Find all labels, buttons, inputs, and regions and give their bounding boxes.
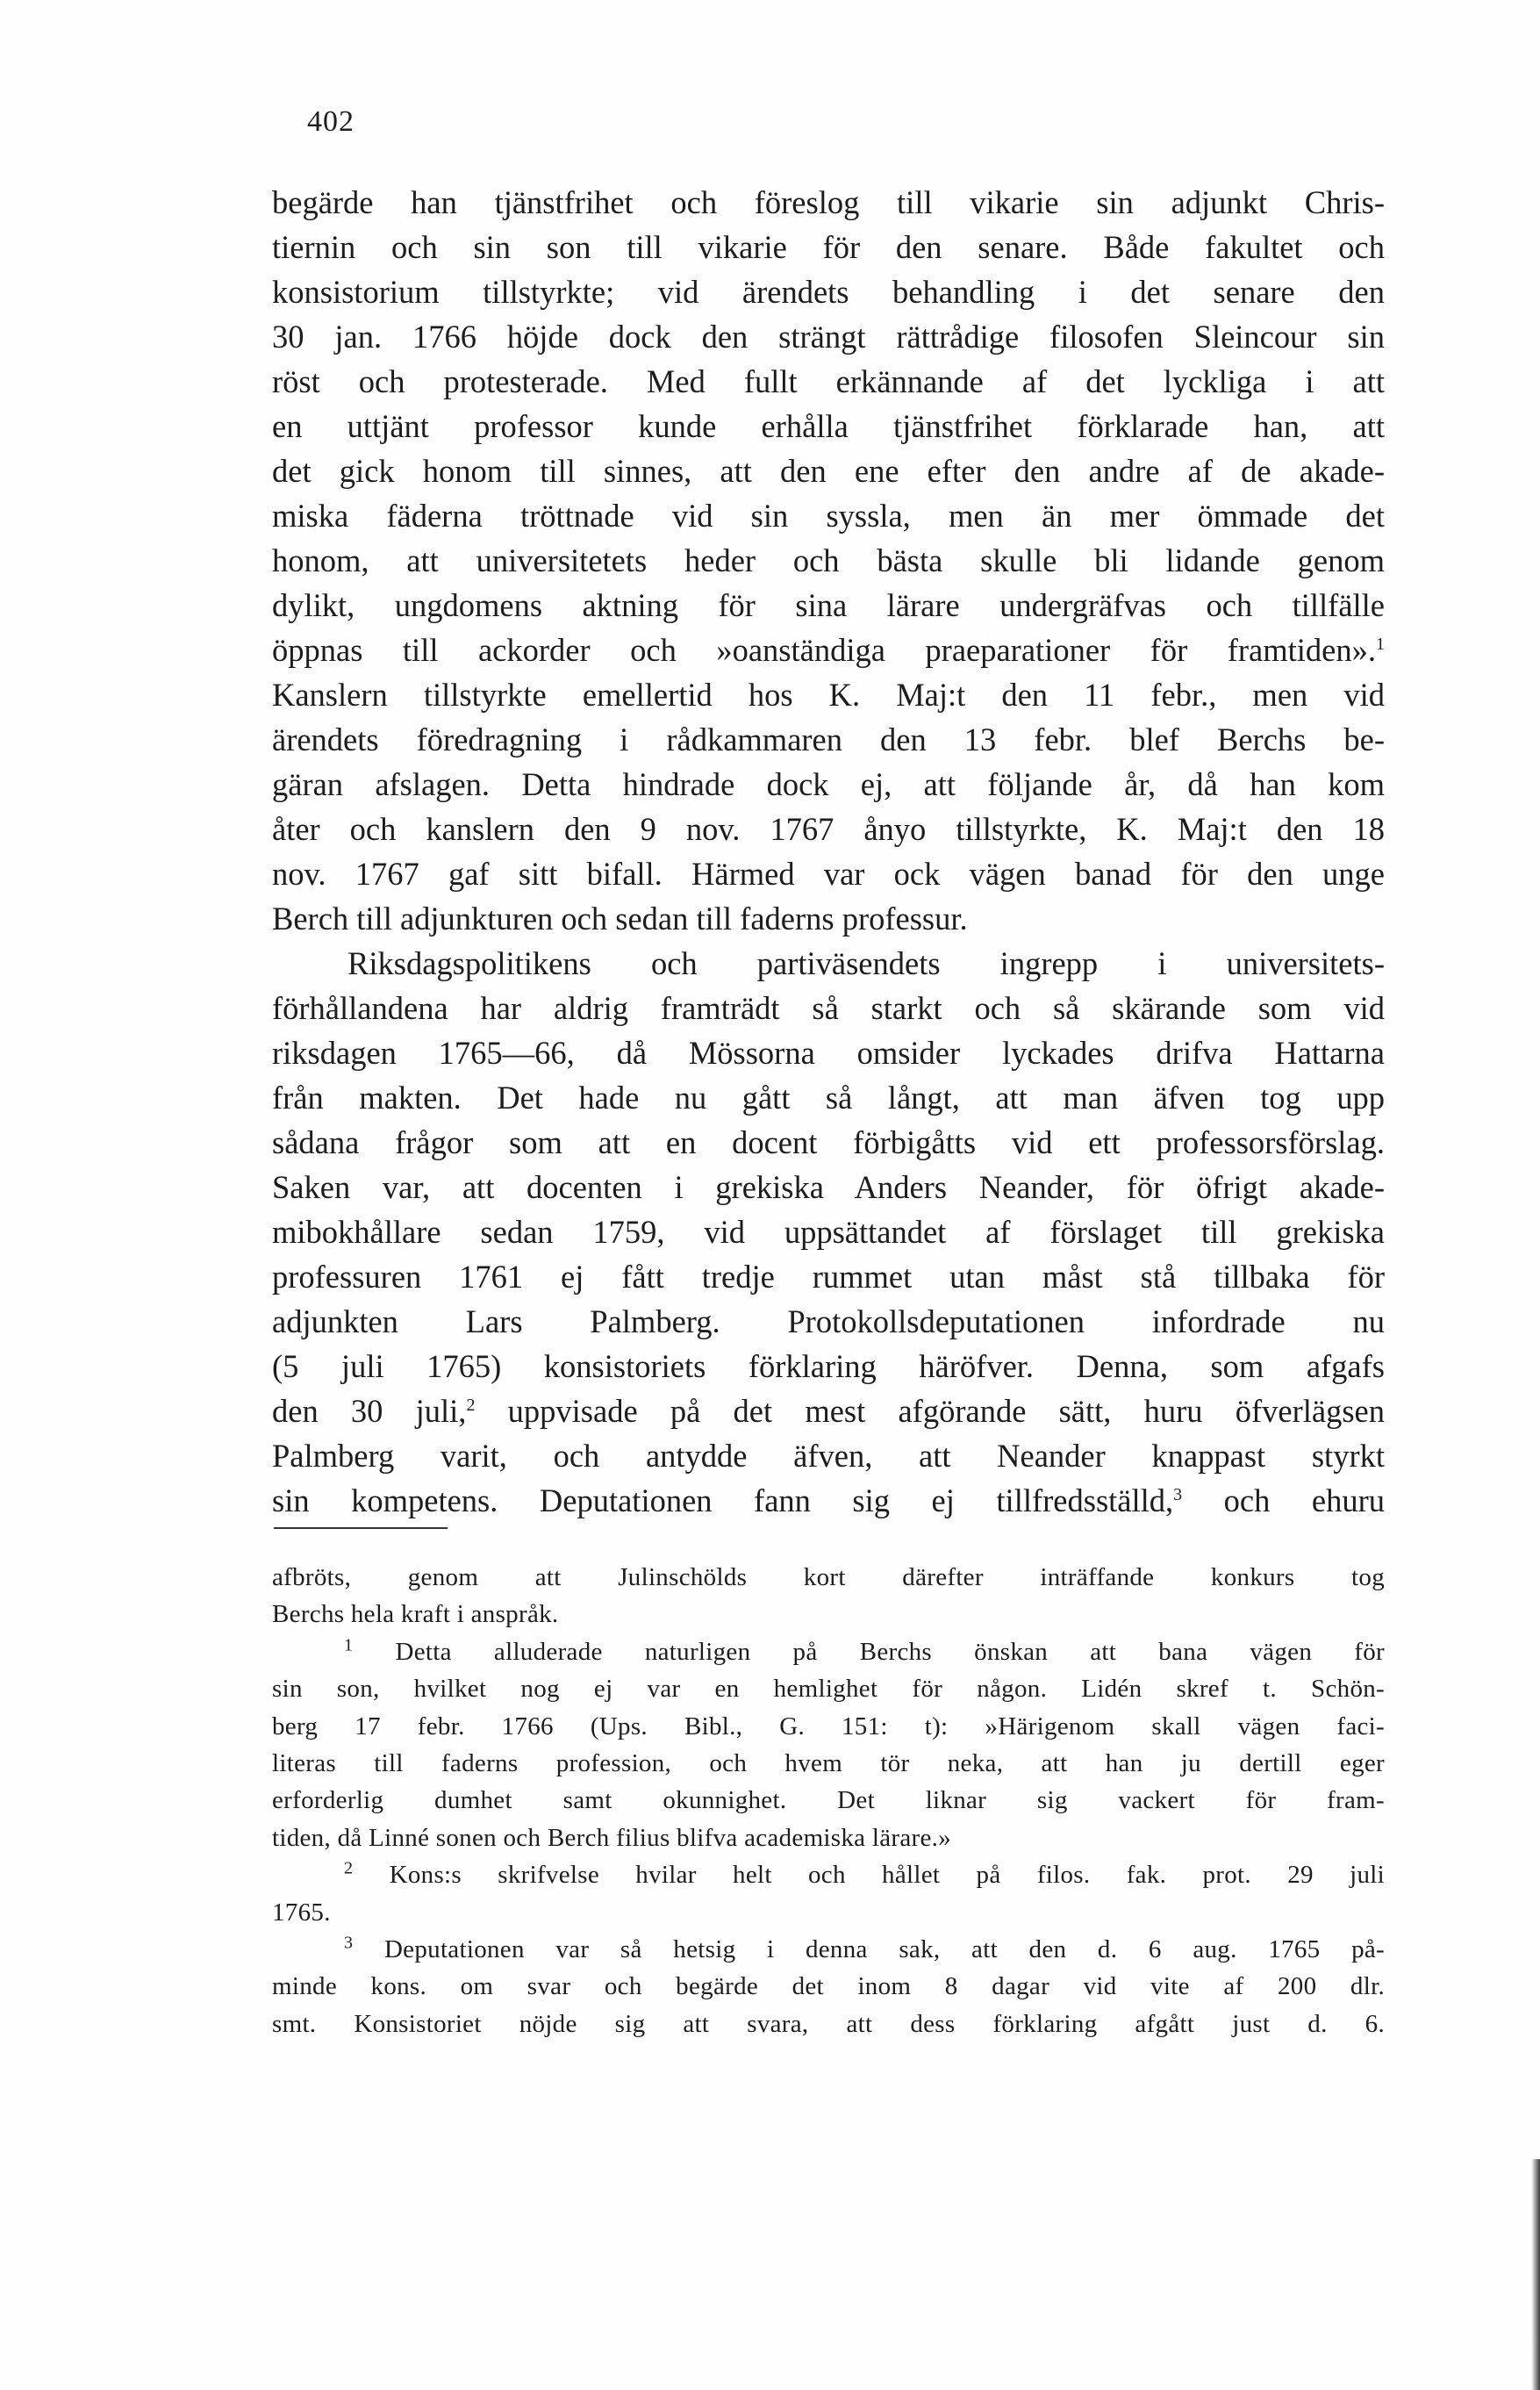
body-line-text: sin kompetens. Deputationen fann sig ej tillfredsställd, [272,1482,1174,1518]
body-line: begärde han tjänstfrihet och föreslog till vikarie sin adjunkt Chris- [272,184,1385,220]
footnote-1-line: $^1$ Detta alluderade naturligen på Berchs önskan att bana vägen för [344,1635,1385,1666]
footnotes [272,1559,1385,2042]
body-line: gäran afslagen. Detta hindrade dock ej, att följande år, då han kom [272,766,1385,802]
body-line-text: öppnas till ackorder och »oanständiga praeparationer för framtiden». [272,632,1376,668]
body-line: Berch till adjunkturen och sedan till faderns professur. [272,901,968,937]
body-line: röst och protesterade. Med fullt erkännande af det lyckliga i att [272,363,1385,399]
body-line: miska fäderna tröttnade vid sin syssla, men än mer ömmade det [272,498,1385,534]
footnote-3-line: minde kons. om svar och begärde det inom 8 dagar vid vite af 200 dlr. [272,1972,1385,2001]
body-line: Palmberg varit, och antydde äfven, att Neander knappast styrkt [272,1438,1385,1474]
page-edge-shadow [1531,2159,1540,2390]
footnote-3-line: $^3$ Deputationen var så hetsig i denna sak, att den d. 6 aug. 1765 på- [344,1933,1385,1963]
body-line-text: den 30 juli, [272,1393,467,1429]
body-line: professuren 1761 ej fått tredje rummet utan måst stå tillbaka för [272,1259,1385,1295]
footnote-1-line: berg 17 febr. 1766 (Ups. Bibl., G. 151: t): »Härigenom skall vägen faci- [272,1712,1385,1740]
body-line: Saken var, att docenten i grekiska Anders Neander, för öfrigt akade- [272,1169,1385,1205]
body-line: tiernin och sin son till vikarie för den senare. Både fakultet och [272,229,1385,265]
body-line: honom, att universitetets heder och bästa skulle bli lidande genom [272,542,1385,578]
body-line: Kanslern tillstyrkte emellertid hos K. Maj:t den 11 febr., men vid [272,677,1385,713]
body-line: sådana frågor som att en docent förbigåtts vid ett professorsförslag. [272,1124,1385,1160]
body-line: ärendets föredragning i rådkammaren den 13 febr. blef Berchs be- [272,721,1385,757]
body-line: mibokhållare sedan 1759, vid uppsättandet af förslaget till grekiska [272,1214,1385,1250]
footnote-3-line: smt. Konsistoriet nöjde sig att svara, att dess förklaring afgått just d. 6. [272,2009,1385,2038]
footnote-1-line: literas till faderns profession, och hvem tör neka, att han ju dertill eger [272,1748,1385,1777]
footnote-ref-1: 1 [1376,634,1385,654]
footnote-2-line: $^2$ Kons:s skrifvelse hvilar helt och hållet på filos. fak. prot. 29 juli [344,1858,1385,1890]
footnote-2-marker: 2 [344,1858,354,1878]
body-line [272,1478,1385,1523]
footnote-1-line: erforderlig dumhet samt okunnighet. Det liknar sig vackert för fram- [272,1786,1385,1815]
body-line: riksdagen 1765—66, då Mössorna omsider lyckades drifva Hattarna [272,1035,1385,1071]
body-text [272,180,1385,1523]
body-line: det gick honom till sinnes, att den ene efter den andre af de akade- [272,453,1385,489]
body-line: adjunkten Lars Palmberg. Protokollsdeputationen infordrade nu [272,1303,1385,1339]
footnote-3-marker: 3 [344,1933,354,1953]
body-line: förhållandena har aldrig framträdt så starkt och så skärande som vid [272,990,1385,1026]
footnote-separator [274,1527,448,1529]
footnote-2-line: 1765. [272,1898,331,1927]
body-line: konsistorium tillstyrkte; vid ärendets behandling i det senare den [272,274,1385,310]
body-line-text: och ehuru [1182,1482,1386,1518]
body-line-text: uppvisade på det mest afgörande sätt, huru öfverlägsen [475,1393,1386,1429]
body-line: från makten. Det hade nu gått så långt, att man äfven tog upp [272,1080,1385,1116]
body-line: åter och kanslern den 9 nov. 1767 ånyo tillstyrkte, K. Maj:t den 18 [272,811,1385,847]
body-line: dylikt, ungdomens aktning för sina lärare undergräfvas och tillfälle [272,587,1385,623]
body-line: 30 jan. 1766 höjde dock den strängt rättrådige filosofen Sleincour sin [272,319,1385,355]
footnote-1-line: tiden, då Linné sonen och Berch filius blifva academiska lärare.» [272,1823,952,1852]
footnote-1-marker: 1 [344,1635,354,1655]
body-line-paragraph-start: Riksdagspolitikens och partiväsendets ingrepp i universitets- [347,945,1385,981]
body-line: en uttjänt professor kunde erhålla tjänstfrihet förklarade han, att [272,408,1385,444]
body-line [272,628,1385,672]
body-line [272,1389,1385,1433]
body-line: (5 juli 1765) konsistoriets förklaring häröfver. Denna, som afgafs [272,1348,1385,1384]
body-line: nov. 1767 gaf sitt bifall. Härmed var ock vägen banad för den unge [272,856,1385,892]
footnote-ref-3: 3 [1173,1484,1183,1504]
footnote-ref-2: 2 [466,1395,476,1415]
footnote-1-line: sin son, hvilket nog ej var en hemlighet för någon. Lidén skref t. Schön- [272,1675,1385,1704]
footnote-continuation-line: afbröts, genom att Julinschölds kort därefter inträffande konkurs tog [272,1563,1385,1591]
page-number: 402 [307,105,355,138]
footnote-continuation-line: Berchs hela kraft i anspråk. [272,1600,559,1629]
